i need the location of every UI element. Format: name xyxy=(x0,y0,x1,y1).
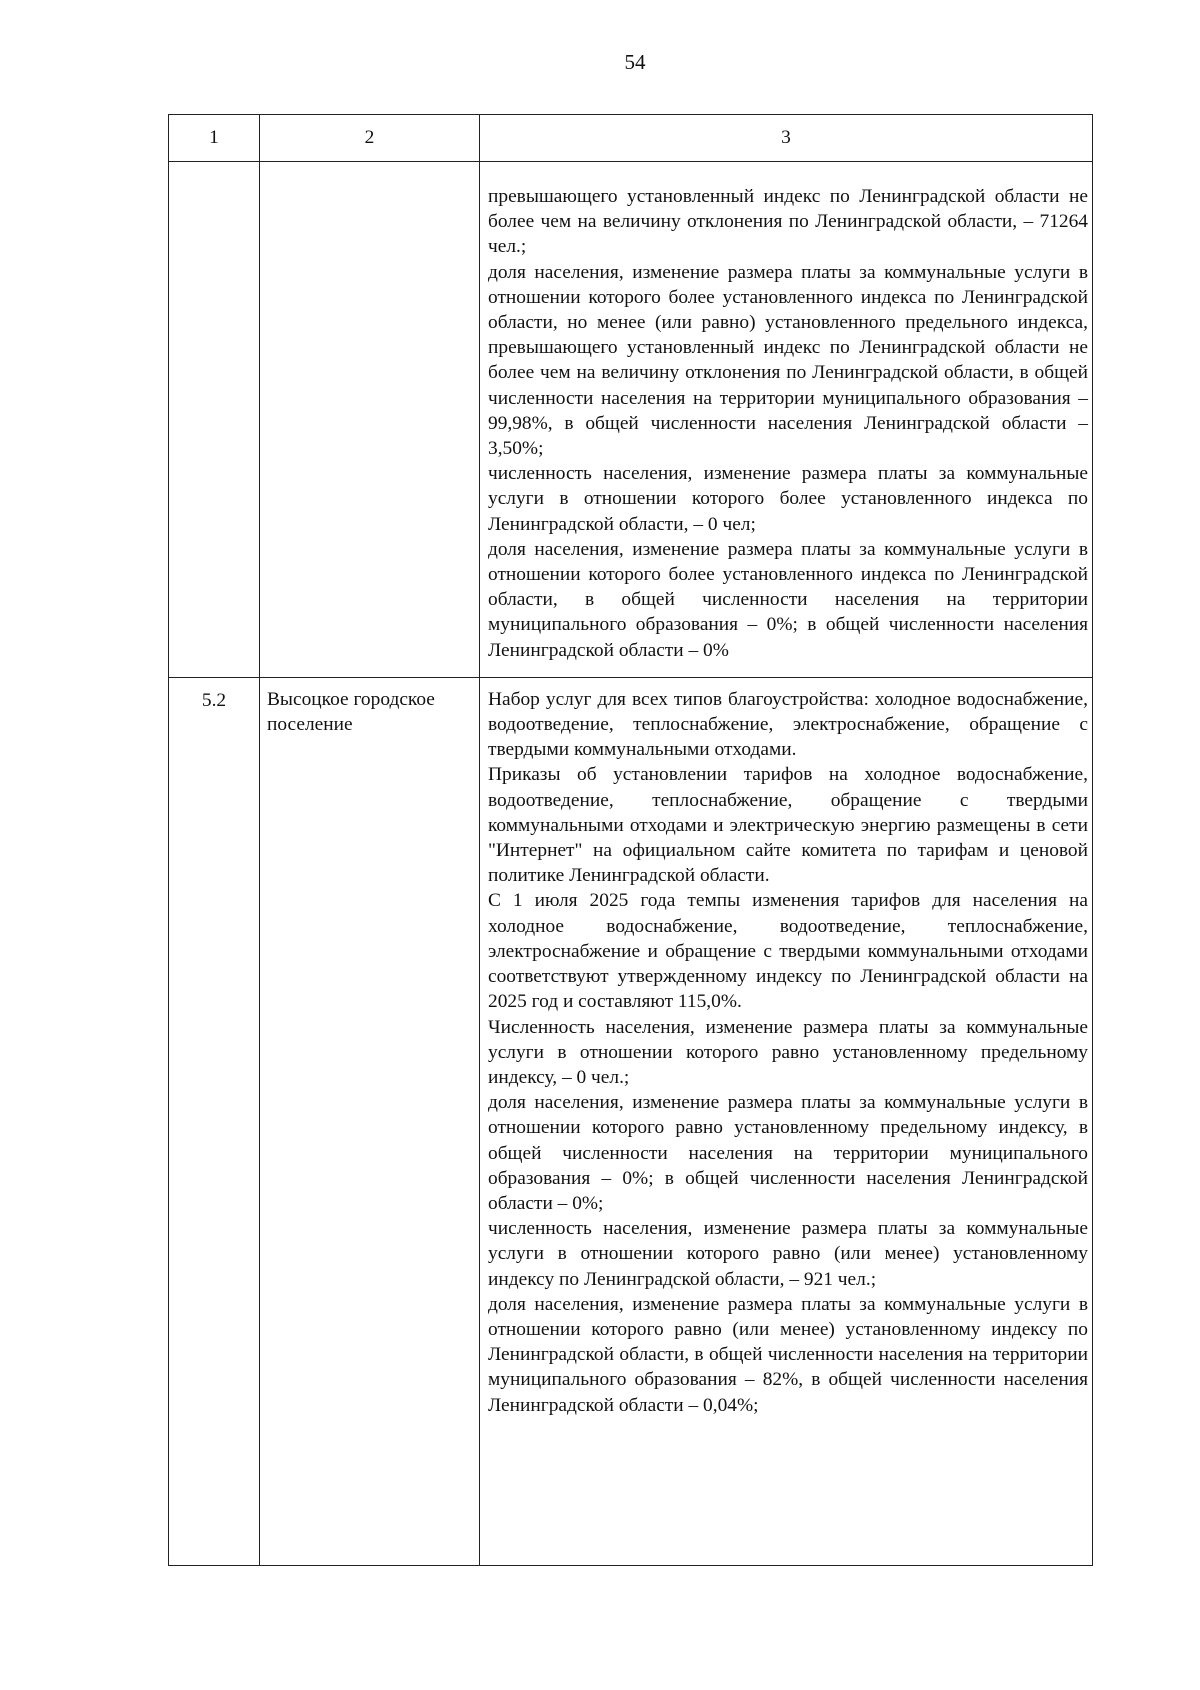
paragraph: С 1 июля 2025 года темпы изменения тарифов для населения на холодное водоснабжение, водоотведение, теплоснабжение, электроснабжение и обращение с твердыми коммунальными отходами соответствуют утвержденному индексу по Ленинградской области на 2025 год и составляют 115,0%. xyxy=(488,890,1088,1013)
row-name: Высоцкое городское поселение xyxy=(260,677,480,1565)
header-col-1: 1 xyxy=(169,115,260,162)
paragraph: доля населения, изменение размера платы за коммунальные услуги в отношении которого равно установленному предельному индексу, в общей численности населения на территории муниципального образования – 0%; в общей численности населения Ленинградской области – 0%; xyxy=(488,1092,1088,1214)
row-number xyxy=(169,162,260,678)
paragraph: Набор услуг для всех типов благоустройства: холодное водоснабжение, водоотведение, теплоснабжение, электроснабжение, обращение с твердыми коммунальными отходами. xyxy=(488,688,1088,761)
row-name xyxy=(260,162,480,678)
header-col-3: 3 xyxy=(480,115,1093,162)
table-header-row xyxy=(169,115,1093,162)
paragraph: превышающего установленный индекс по Ленинградской области не более чем на величину отклонения по Ленинградской области, – 71264 чел.; xyxy=(488,186,1088,258)
paragraph: доля населения, изменение размера платы за коммунальные услуги в отношении которого равно (или менее) установленному индексу по Ленинградской области, в общей численности населения на территории муниципального образования – 82%, в общей численности населения Ленинградской области – 0,04%; xyxy=(488,1293,1088,1416)
row-number: 5.2 xyxy=(169,677,260,1565)
document-table xyxy=(168,114,1093,1566)
row-description xyxy=(480,677,1093,1565)
paragraph: численность населения, изменение размера платы за коммунальные услуги в отношении которого равно (или менее) установленному индексу по Ленинградской области, – 921 чел.; xyxy=(488,1218,1088,1290)
page-number: 54 xyxy=(624,50,646,74)
table-row xyxy=(169,677,1093,1565)
table-row xyxy=(169,162,1093,678)
paragraph: доля населения, изменение размера платы за коммунальные услуги в отношении которого более установленного индекса по Ленинградской области, в общей численности населения на территории муниципального образования – 0%; в общей численности населения Ленинградской области – 0% xyxy=(488,538,1088,661)
paragraph: доля населения, изменение размера платы за коммунальные услуги в отношении которого более установленного индекса по Ленинградской области, но менее (или равно) установленного предельного индекса, превышающего установленный индекс по Ленинградской области не более чем на величину отклонения по Ленинградской области, в общей численности населения на территории муниципального образования – 99,98%, в общей численности населения Ленинградской области – 3,50%; xyxy=(488,261,1088,460)
paragraph: численность населения, изменение размера платы за коммунальные услуги в отношении которого более установленного индекса по Ленинградской области, – 0 чел; xyxy=(488,463,1088,535)
paragraph: Приказы об установлении тарифов на холодное водоснабжение, водоотведение, теплоснабжение, обращение с твердыми коммунальными отходами и электрическую энергию размещены в сети "Интернет" на официальном сайте комитета по тарифам и ценовой политике Ленинградской области. xyxy=(488,764,1088,887)
row-description xyxy=(480,162,1093,678)
paragraph: Численность населения, изменение размера платы за коммунальные услуги в отношении которого равно установленному предельному индексу, – 0 чел.; xyxy=(488,1016,1088,1088)
header-col-2: 2 xyxy=(260,115,480,162)
